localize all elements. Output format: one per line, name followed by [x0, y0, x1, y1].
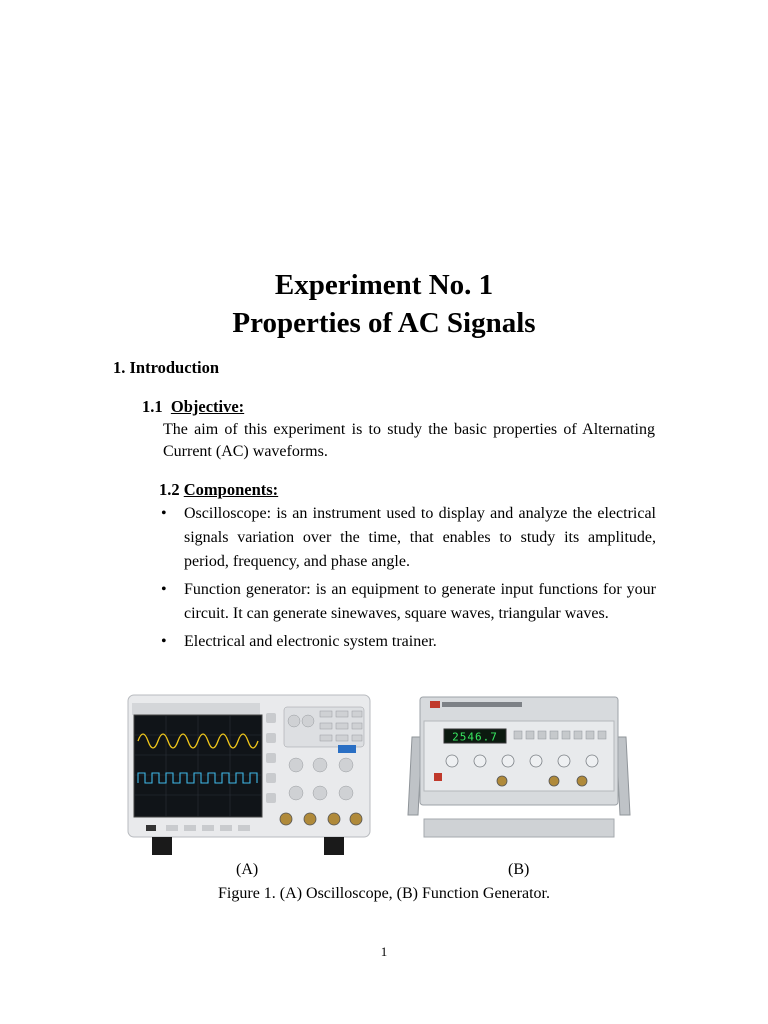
- list-item-text: Oscilloscope: is an instrument used to display and analyze the electrical signals variation over the time, that enables to study its amplitude, period, frequency, and phase angle.: [184, 505, 656, 570]
- list-item: [160, 578, 656, 626]
- function-generator-image: [404, 695, 634, 845]
- bullet-icon: •: [161, 581, 167, 598]
- objective-paragraph: The aim of this experiment is to study the basic properties of Alternating Current (AC) waveforms.: [163, 421, 655, 460]
- list-item-text: Electrical and electronic system trainer.: [184, 633, 437, 650]
- subsection-title: Components:: [183, 480, 279, 499]
- subsection-title: Objective:: [170, 397, 245, 416]
- list-item-text: Function generator: is an equipment to generate input functions for your circuit. It can generate sinewaves, square waves, triangular waves.: [184, 581, 656, 622]
- subsection-heading-objective: [142, 397, 244, 417]
- frequency-display: 2546.7: [452, 730, 498, 744]
- bullet-icon: •: [161, 505, 167, 522]
- components-list: [160, 502, 656, 658]
- oscilloscope-image: [126, 693, 372, 861]
- list-item: [160, 630, 656, 654]
- list-item: [160, 502, 656, 574]
- figure-b-label: (B): [508, 861, 530, 878]
- title-experiment-number: Experiment No. 1: [274, 269, 494, 301]
- page-number: 1: [380, 944, 388, 959]
- subsection-heading-components: [159, 480, 278, 500]
- title-experiment-name: Properties of AC Signals: [232, 307, 536, 339]
- bullet-icon: •: [161, 633, 167, 650]
- section-heading-introduction: 1. Introduction: [113, 358, 220, 377]
- figure-a-label: (A): [236, 861, 259, 878]
- subsection-number: 1.2: [159, 480, 180, 499]
- subsection-number: 1.1: [142, 397, 163, 416]
- figure-caption: Figure 1. (A) Oscilloscope, (B) Function Generator.: [218, 885, 550, 902]
